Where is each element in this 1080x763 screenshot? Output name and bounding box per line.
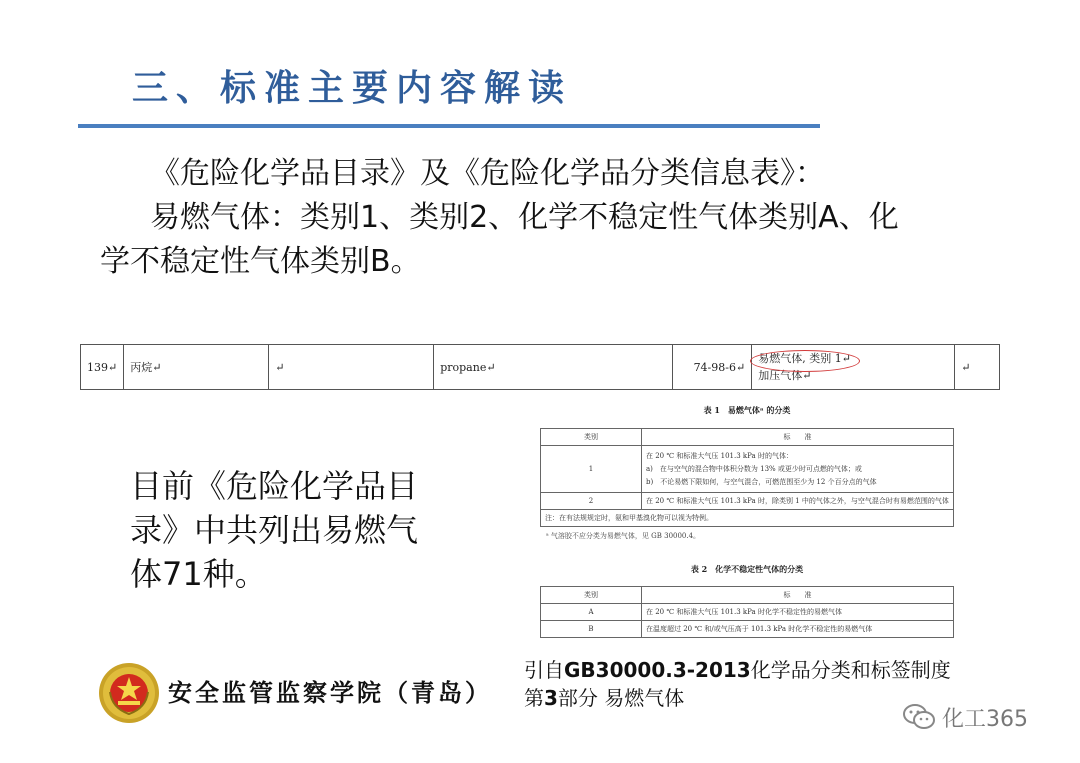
catalog-no: 139↵ — [81, 345, 124, 390]
table1-row1-line2: a) 在与空气的混合物中体积分数为 13% 或更少时可点燃的气体；或 — [646, 464, 862, 473]
watermark-text: 化工365 — [942, 706, 1028, 732]
catalog-name: 丙烷↵ — [124, 345, 269, 390]
table-row — [541, 621, 954, 638]
table2-rowB-standard: 在温度超过 20 ℃ 和/或气压高于 101.3 kPa 时化学不稳定性的易燃气体 — [642, 621, 954, 638]
source-line2-num: 3 — [544, 686, 558, 710]
table-row — [541, 429, 954, 446]
main-text — [100, 152, 920, 284]
table1-row2-standard: 在 20 ℃ 和标准大气压 101.3 kPa 时，除类别 1 中的气体之外，与空气混合时有易燃范围的气体 — [642, 493, 954, 510]
classification-table-1 — [540, 428, 954, 527]
table1-note-row: 注：在有法规规定时，氨和甲基溴化物可以视为特例。 — [541, 510, 954, 527]
table2-caption: 表 2 化学不稳定性气体的分类 — [690, 564, 804, 574]
catalog-class-line1: 易燃气体, 类别 1↵ — [758, 352, 851, 365]
classification-table-2 — [540, 586, 954, 638]
table1-row1-standard — [642, 446, 954, 493]
table-row — [541, 587, 954, 604]
table1-header-standard: 标 准 — [642, 429, 954, 446]
table2-rowA-category: A — [541, 604, 642, 621]
source-code: GB30000.3-2013 — [564, 658, 751, 682]
wechat-icon — [902, 703, 936, 731]
academy-name: 安全监管监察学院（青岛） — [168, 678, 492, 707]
table1-row1-category: 1 — [541, 446, 642, 493]
table2-header-category: 类别 — [541, 587, 642, 604]
source-line2-prefix: 第 — [524, 686, 544, 710]
table1-footnote: ᵃ 气溶胶不应分类为易燃气体，见 GB 30000.4。 — [546, 532, 701, 540]
table1-row1-line3: b) 不论易燃下限如何，与空气混合，可燃范围至少为 12 个百分点的气体 — [646, 477, 877, 486]
catalog-english: propane↵ — [434, 345, 673, 390]
table1-row2-category: 2 — [541, 493, 642, 510]
main-text-line1: 《危险化学品目录》及《危险化学品分类信息表》： — [150, 156, 825, 191]
main-text-line2: 易燃气体：类别1、类别2、化学不稳定性气体类别A、化学不稳定性气体类别B。 — [100, 200, 899, 279]
table-row — [541, 493, 954, 510]
table2-header-standard: 标 准 — [642, 587, 954, 604]
catalog-alias: ↵ — [269, 345, 434, 390]
wechat-watermark — [902, 700, 1028, 734]
source-suffix: 化学品分类和标签制度 — [750, 658, 951, 682]
table1-row1-line1: 在 20 ℃ 和标准大气压 101.3 kPa 时的气体： — [646, 451, 793, 460]
note-text — [130, 464, 430, 596]
slide-title: 三、标准主要内容解读 — [132, 67, 573, 109]
table-row — [541, 510, 954, 527]
table1-header-category: 类别 — [541, 429, 642, 446]
table2-rowB-category: B — [541, 621, 642, 638]
highlight-oval — [750, 350, 860, 372]
catalog-row-table — [80, 344, 1000, 390]
note-paragraph: 目前《危险化学品目录》中共列出易燃气体71种。 — [130, 467, 419, 593]
source-prefix: 引自 — [524, 658, 564, 682]
catalog-cas: 74-98-6↵ — [673, 345, 752, 390]
source-line2-suffix: 部分 易燃气体 — [557, 686, 685, 710]
table2-rowA-standard: 在 20 ℃ 和标准大气压 101.3 kPa 时化学不稳定性的易燃气体 — [642, 604, 954, 621]
table1-caption: 表 1 易燃气体ᵃ 的分类 — [703, 405, 791, 415]
catalog-class-line2: 加压气体↵ — [758, 369, 812, 382]
table-row — [541, 604, 954, 621]
source-line1 — [524, 656, 951, 684]
table-row — [81, 345, 1000, 390]
catalog-remark: ↵ — [955, 345, 1000, 390]
academy-emblem-icon — [98, 662, 160, 724]
table-row — [541, 446, 954, 493]
source-citation — [524, 656, 951, 712]
title-divider — [78, 124, 820, 128]
source-line2 — [524, 684, 951, 712]
